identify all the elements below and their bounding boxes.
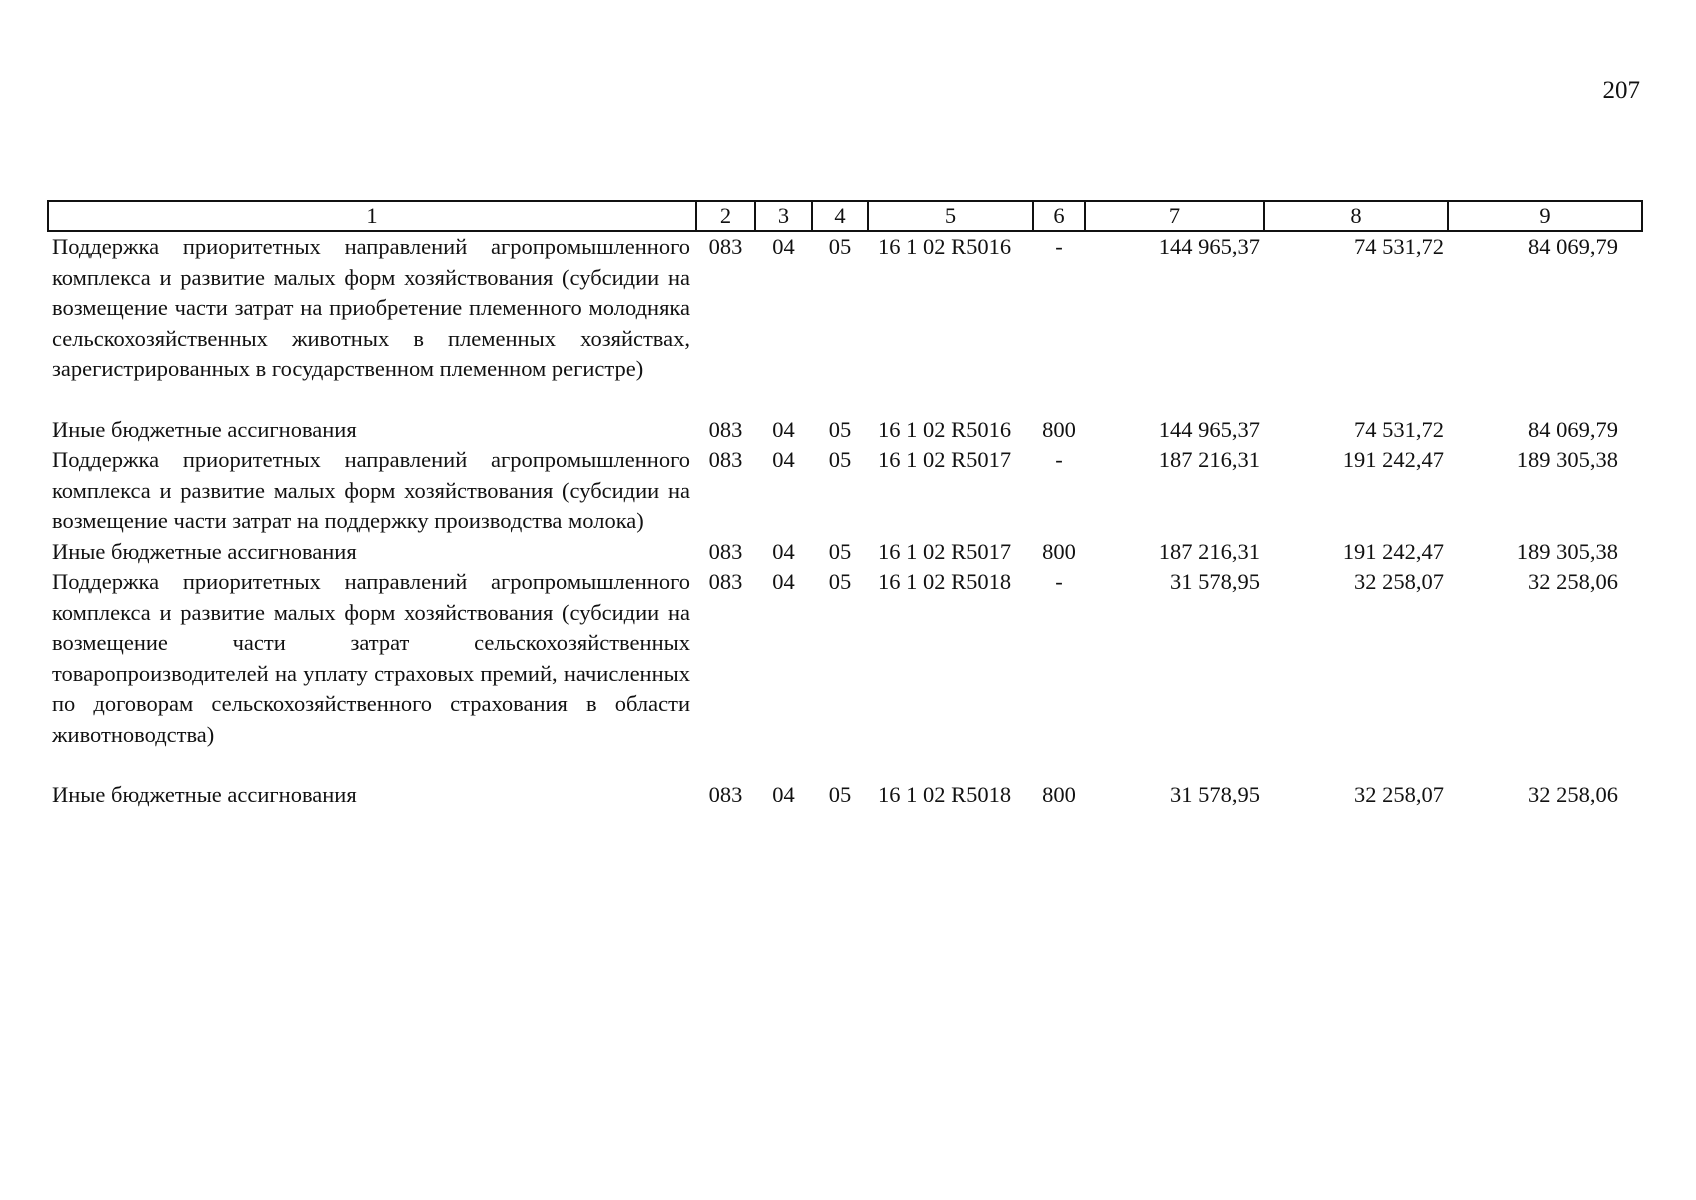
grbs-code: 083 xyxy=(708,538,743,564)
column-header: 8 xyxy=(1264,201,1448,231)
table-row xyxy=(48,415,1642,446)
expense-type-code: 800 xyxy=(1042,782,1076,807)
target-article-code: 16 1 02 R5016 xyxy=(878,416,1012,442)
section-code: 04 xyxy=(772,447,795,472)
amount-year-3: 84 069,79 xyxy=(1528,234,1618,259)
amount-year-1: 187 216,31 xyxy=(1158,447,1260,472)
expense-type-code: - xyxy=(1055,234,1063,259)
target-article-code: 16 1 02 R5017 xyxy=(878,447,1012,472)
target-article-code: 16 1 02 R5018 xyxy=(878,782,1012,807)
row-name: Иные бюджетные ассигнования xyxy=(52,782,357,807)
expense-type-code: - xyxy=(1055,569,1063,594)
section-code: 04 xyxy=(772,538,795,564)
amount-year-2: 191 242,47 xyxy=(1342,538,1444,564)
amount-year-1: 144 965,37 xyxy=(1158,234,1260,259)
subsection-code: 05 xyxy=(828,234,852,259)
row-name: Иные бюджетные ассигнования xyxy=(52,416,357,442)
subsection-code: 05 xyxy=(828,447,852,472)
budget-table xyxy=(47,200,1643,811)
row-name: Поддержка приоритетных направлений агропромышленного комплекса и развитие малых форм хозяйствования (субсидии на возмещение части затрат на поддержку производства молока) xyxy=(52,447,690,533)
amount-year-1: 144 965,37 xyxy=(1158,416,1260,442)
amount-year-2: 74 531,72 xyxy=(1354,234,1444,259)
row-name: Иные бюджетные ассигнования xyxy=(52,538,357,564)
amount-year-2: 32 258,07 xyxy=(1354,569,1444,594)
column-header: 7 xyxy=(1085,201,1264,231)
table-row xyxy=(48,567,1642,780)
subsection-code: 05 xyxy=(828,416,852,442)
header-row xyxy=(48,201,1642,231)
amount-year-3: 84 069,79 xyxy=(1528,416,1618,442)
expense-type-code: - xyxy=(1055,447,1063,472)
row-name: Поддержка приоритетных направлений агропромышленного комплекса и развитие малых форм хозяйствования (субсидии на возмещение части затрат сельскохозяйственных товаропроизводителей на уплату страховых премий, начисленных по договорам сельскохозяйственного страхования в области животноводства) xyxy=(52,569,690,747)
column-header: 3 xyxy=(755,201,812,231)
target-article-code: 16 1 02 R5017 xyxy=(878,538,1012,564)
section-code: 04 xyxy=(772,234,795,259)
table-row xyxy=(48,231,1642,415)
subsection-code: 05 xyxy=(828,782,852,807)
column-header: 9 xyxy=(1448,201,1642,231)
expense-type-code: 800 xyxy=(1042,416,1076,442)
amount-year-2: 74 531,72 xyxy=(1354,416,1444,442)
amount-year-3: 32 258,06 xyxy=(1528,782,1618,807)
amount-year-1: 31 578,95 xyxy=(1170,782,1260,807)
page-number: 207 xyxy=(1602,77,1640,104)
amount-year-3: 189 305,38 xyxy=(1516,538,1618,564)
column-header: 2 xyxy=(696,201,755,231)
grbs-code: 083 xyxy=(708,416,743,442)
table-row xyxy=(48,537,1642,568)
amount-year-3: 189 305,38 xyxy=(1516,447,1618,472)
section-code: 04 xyxy=(772,782,795,807)
column-header: 4 xyxy=(812,201,868,231)
target-article-code: 16 1 02 R5018 xyxy=(878,569,1012,594)
section-code: 04 xyxy=(772,416,795,442)
amount-year-1: 187 216,31 xyxy=(1158,538,1260,564)
column-header: 6 xyxy=(1033,201,1085,231)
amount-year-1: 31 578,95 xyxy=(1170,569,1260,594)
grbs-code: 083 xyxy=(708,569,743,594)
section-code: 04 xyxy=(772,569,795,594)
table-row xyxy=(48,780,1642,811)
amount-year-2: 191 242,47 xyxy=(1342,447,1444,472)
subsection-code: 05 xyxy=(828,538,852,564)
grbs-code: 083 xyxy=(708,234,743,259)
row-name: Поддержка приоритетных направлений агропромышленного комплекса и развитие малых форм хозяйствования (субсидии на возмещение части затрат на приобретение племенного молодняка сельскохозяйственных животных в племенных хозяйствах, зарегистрированных в государственном племенном регистре) xyxy=(52,234,690,381)
target-article-code: 16 1 02 R5016 xyxy=(878,234,1012,259)
amount-year-3: 32 258,06 xyxy=(1528,569,1618,594)
column-header: 1 xyxy=(48,201,696,231)
table-row xyxy=(48,445,1642,537)
grbs-code: 083 xyxy=(708,782,743,807)
amount-year-2: 32 258,07 xyxy=(1354,782,1444,807)
expense-type-code: 800 xyxy=(1042,538,1076,564)
subsection-code: 05 xyxy=(828,569,852,594)
column-header: 5 xyxy=(868,201,1033,231)
grbs-code: 083 xyxy=(708,447,743,472)
